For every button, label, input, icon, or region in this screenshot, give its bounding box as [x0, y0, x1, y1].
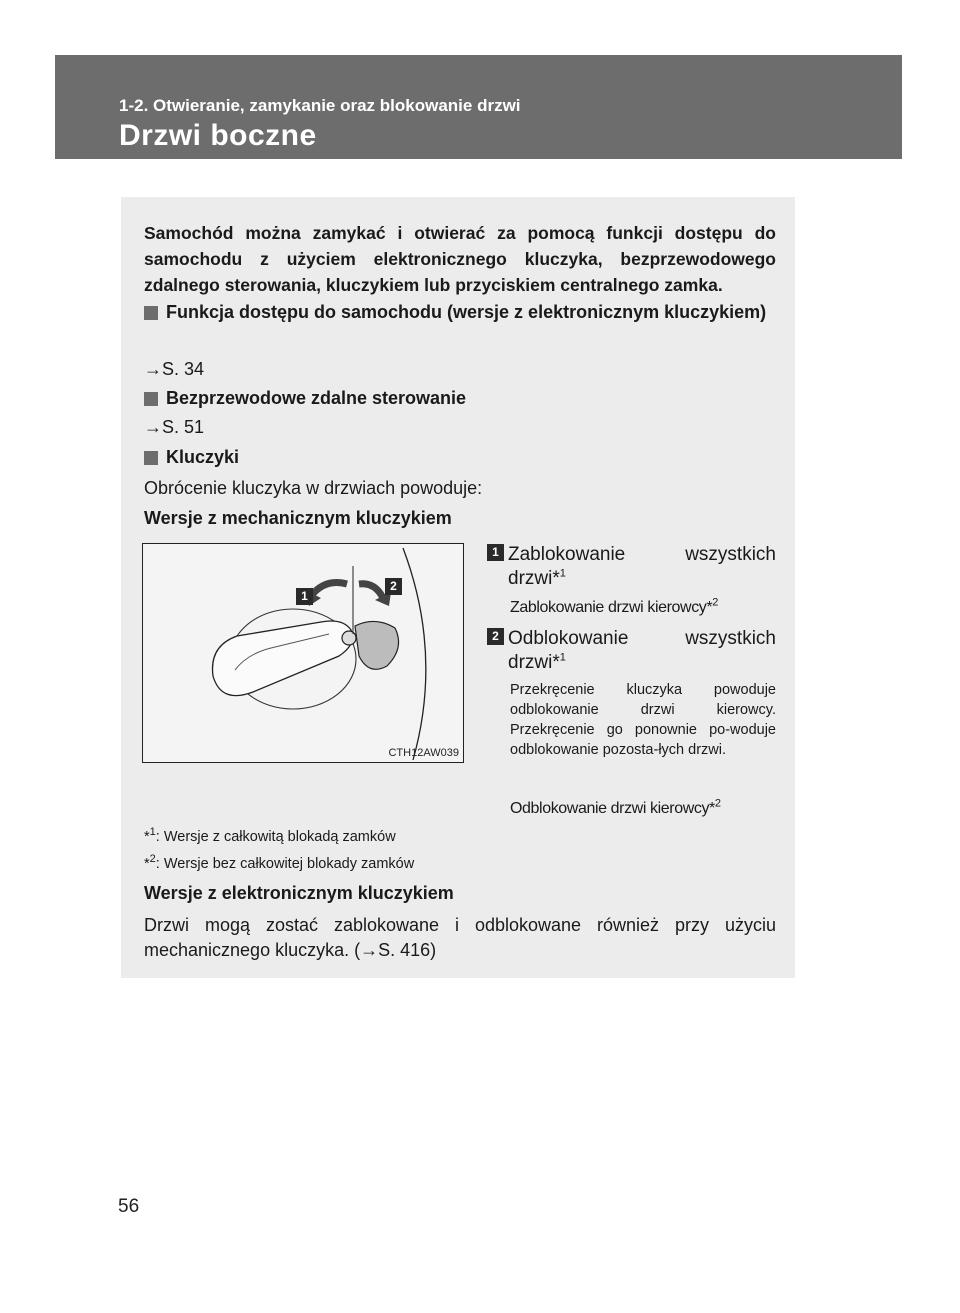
item-lock-driver-door: Zablokowanie drzwi kierowcy*$^2$	[510, 596, 718, 616]
footnote-2: *$^2$: Wersje bez całkowitej blokady zamków	[144, 853, 415, 872]
item-badge-1: 1	[487, 544, 504, 561]
arrow-right-icon: →	[144, 359, 162, 379]
item-badge-2: 2	[487, 628, 504, 645]
heading-keyless-access: Funkcja dostępu do samochodu (wersje z elektronicznym kluczykiem)	[144, 300, 776, 325]
footnote-1: *$^1$: Wersje z całkowitą blokadą zamków	[144, 826, 396, 845]
electronic-key-text: Drzwi mogą zostać zablokowane i odblokowane również przy użyciu mechanicznego kluczyka. (→S. 416)	[144, 915, 776, 960]
heading-keys: Kluczyki	[144, 445, 776, 470]
figure-badge-1: 1	[296, 588, 313, 605]
page-reference[interactable]: S. 416	[378, 940, 431, 960]
square-bullet-icon	[144, 306, 158, 320]
item-unlock-driver-door: Odblokowanie drzwi kierowcy*$^2$	[510, 797, 721, 817]
electronic-key-heading: Wersje z elektronicznym kluczykiem	[144, 883, 454, 903]
arrow-right-icon: →	[360, 940, 379, 960]
heading-wireless-remote: Bezprzewodowe zdalne sterowanie	[144, 386, 776, 411]
door-handle-key-illustration	[143, 544, 464, 763]
door-handle-figure	[142, 543, 464, 763]
square-bullet-icon	[144, 392, 158, 406]
arrow-right-icon: →	[144, 417, 162, 437]
key-turn-text: Obrócenie kluczyka w drzwiach powoduje:	[144, 478, 483, 498]
figure-code: CTH12AW039	[388, 747, 459, 759]
chapter-header	[55, 55, 902, 159]
item-lock-all-doors: Zablokowanie wszystkich drzwi*$^1$	[508, 544, 776, 589]
item-unlock-description: Przekręcenie kluczyka powoduje odblokowanie drzwi kierowcy. Przekręcenie go ponownie po-woduje odblokowanie pozosta-łych drzwi.	[510, 682, 776, 758]
page-number: 56	[118, 1196, 140, 1217]
square-bullet-icon	[144, 451, 158, 465]
item-unlock-all-doors: Odblokowanie wszystkich drzwi*$^1$	[508, 628, 776, 673]
figure-badge-2: 2	[385, 578, 402, 595]
page-reference[interactable]: →S. 34	[144, 359, 205, 379]
section-breadcrumb: 1-2. Otwieranie, zamykanie oraz blokowanie drzwi	[119, 96, 521, 115]
intro-paragraph: Samochód można zamykać i otwierać za pomocą funkcji dostępu do samochodu z użyciem elektronicznego kluczyka, bezprzewodowego zdalnego sterowania, kluczykiem lub przyciskiem centralnego zamka.	[144, 223, 776, 295]
page-title: Drzwi boczne	[119, 119, 317, 152]
mechanical-key-heading: Wersje z mechanicznym kluczykiem	[144, 508, 452, 528]
page-reference[interactable]: →S. 51	[144, 417, 205, 437]
